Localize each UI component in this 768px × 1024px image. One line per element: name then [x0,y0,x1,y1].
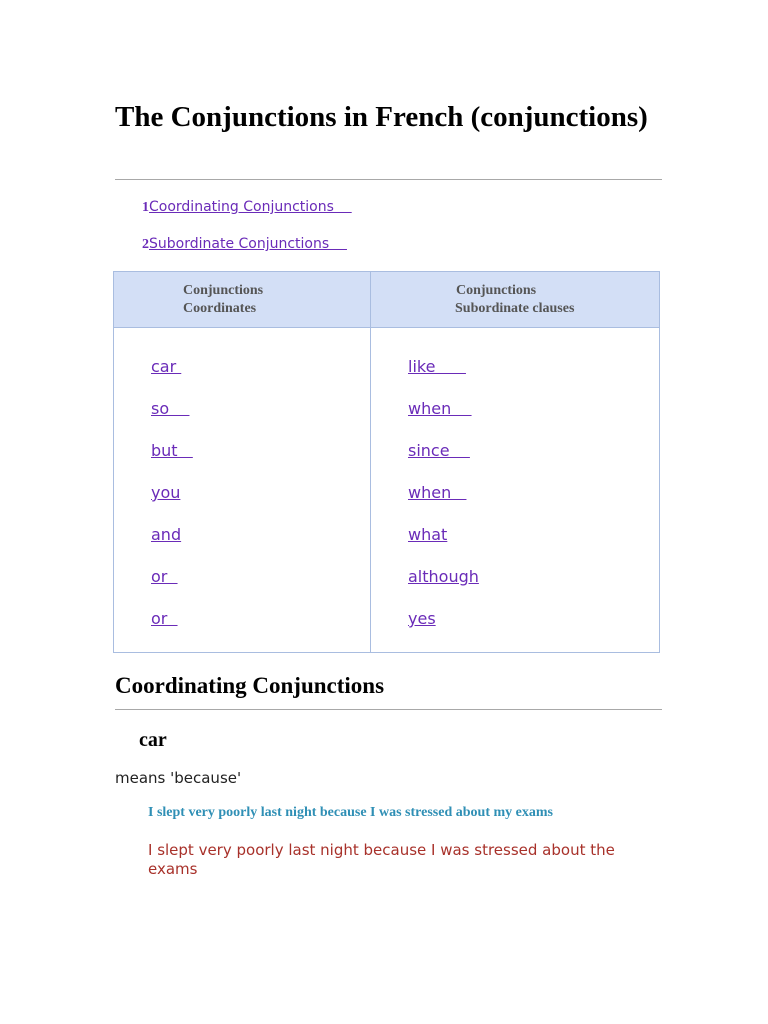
coordinate-link[interactable]: and [151,525,182,544]
subordinate-item [403,567,479,588]
subordinate-link[interactable]: although [408,567,479,586]
toc-number: 1 [142,200,149,215]
coordinate-link[interactable]: you [151,483,181,502]
subordinate-item [403,357,466,378]
toc-link-coordinating[interactable]: Coordinating Conjunctions [149,199,352,215]
example-french: I slept very poorly last night because I was stressed about my exams [148,805,553,820]
coordinate-item [146,399,189,420]
column-divider [370,272,371,652]
conjunctions-table [113,271,660,653]
example-english: I slept very poorly last night because I was stressed about the exams [148,841,615,878]
col2-header [456,282,574,318]
subordinate-link[interactable]: what [408,525,448,544]
col2-header-line1: Conjunctions [456,283,537,298]
entry-meaning: means 'because' [115,769,242,787]
coordinate-link[interactable]: or [151,567,178,586]
subordinate-item [403,483,466,504]
coordinate-item [146,567,178,588]
toc-item-coordinating [138,198,352,217]
toc-number: 2 [142,237,149,252]
coordinate-item [146,525,181,546]
coordinate-link[interactable]: or [151,609,178,628]
toc-item-subordinate [138,235,347,254]
subordinate-link[interactable]: when [408,399,472,418]
col1-header-line2: Coordinates [183,301,257,316]
title-divider [115,179,662,180]
coordinate-link[interactable]: but [151,441,193,460]
col1-header-line1: Conjunctions [183,283,264,298]
section-divider [115,709,662,710]
col2-header-line2: Subordinate clauses [455,301,575,316]
subordinate-item [403,525,447,546]
coordinate-item [146,441,193,462]
subordinate-link[interactable]: yes [408,609,436,628]
col1-header [183,282,263,318]
subordinate-link[interactable]: when [408,483,467,502]
subordinate-link[interactable]: since [408,441,470,460]
toc-link-subordinate[interactable]: Subordinate Conjunctions [149,236,347,252]
subordinate-item [403,441,470,462]
coordinate-item [146,609,178,630]
subordinate-link[interactable]: like [408,357,466,376]
section-title: Coordinating Conjunctions [115,673,385,698]
coordinate-link[interactable]: car [151,357,182,376]
coordinate-item [146,357,181,378]
coordinate-item [146,483,180,504]
page-title: The Conjunctions in French (conjunctions) [115,101,648,133]
subordinate-item [403,609,436,630]
subordinate-item [403,399,472,420]
coordinate-link[interactable]: so [151,399,190,418]
entry-word: car [139,729,167,751]
